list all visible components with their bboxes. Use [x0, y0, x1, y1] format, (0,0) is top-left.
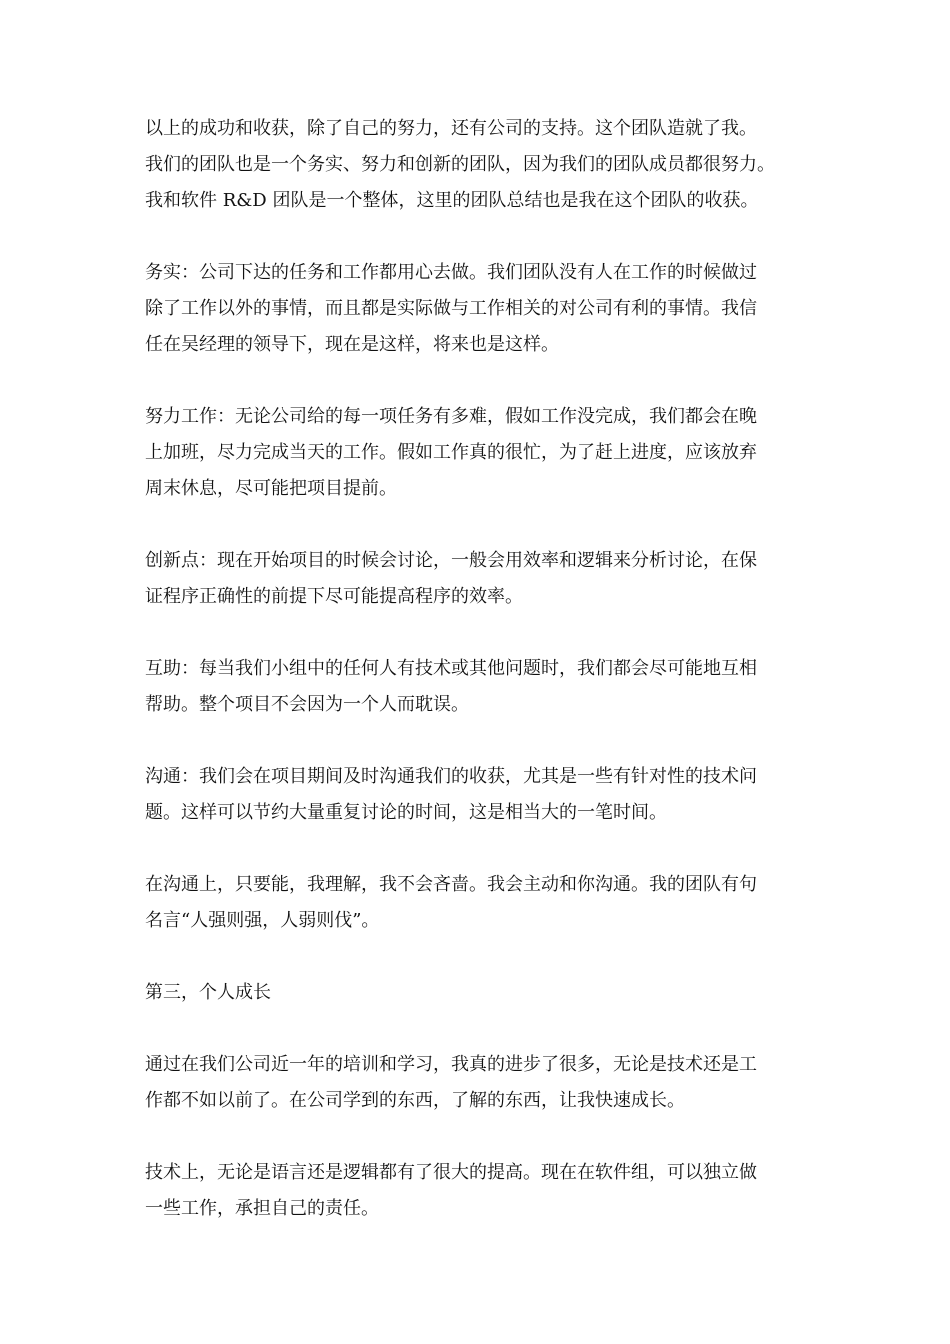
paragraph-line: 一些工作，承担自己的责任。: [145, 1198, 379, 1219]
paragraph-line: 通过在我们公司近一年的培训和学习，我真的进步了很多，无论是技术还是工: [145, 1054, 757, 1075]
document-body: [145, 111, 810, 1263]
paragraph-line: 沟通：我们会在项目期间及时沟通我们的收获，尤其是一些有针对性的技术问: [145, 766, 757, 787]
paragraph-line: 作都不如以前了。在公司学到的东西，了解的东西，让我快速成长。: [145, 1090, 685, 1111]
paragraph-line: 上加班，尽力完成当天的工作。假如工作真的很忙，为了赶上进度，应该放弃: [145, 442, 757, 463]
paragraph-line: 帮助。整个项目不会因为一个人而耽误。: [145, 694, 469, 715]
paragraph: [145, 255, 810, 363]
paragraph-line: 创新点：现在开始项目的时候会讨论，一般会用效率和逻辑来分析讨论，在保: [145, 550, 757, 571]
paragraph-line: 在沟通上，只要能，我理解，我不会吝啬。我会主动和你沟通。我的团队有句: [145, 874, 757, 895]
paragraph: [145, 1155, 810, 1227]
paragraph-line: 技术上，无论是语言还是逻辑都有了很大的提高。现在在软件组，可以独立做: [145, 1162, 757, 1183]
paragraph-line: 努力工作：无论公司给的每一项任务有多难，假如工作没完成，我们都会在晚: [145, 406, 757, 427]
paragraph-line: 除了工作以外的事情，而且都是实际做与工作相关的对公司有利的事情。我信: [145, 298, 757, 319]
paragraph: [145, 1047, 810, 1119]
paragraph-line: 题。这样可以节约大量重复讨论的时间，这是相当大的一笔时间。: [145, 802, 667, 823]
paragraph: [145, 111, 810, 219]
paragraph: [145, 867, 810, 939]
paragraph-line: 周末休息，尽可能把项目提前。: [145, 478, 397, 499]
paragraph-line: 任在吴经理的领导下，现在是这样，将来也是这样。: [145, 334, 559, 355]
paragraph-line: 证程序正确性的前提下尽可能提高程序的效率。: [145, 586, 523, 607]
paragraph-line: 我们的团队也是一个务实、努力和创新的团队，因为我们的团队成员都很努力。: [145, 154, 775, 175]
paragraph-line: 以上的成功和收获，除了自己的努力，还有公司的支持。这个团队造就了我。: [145, 118, 757, 139]
paragraph-line: 务实：公司下达的任务和工作都用心去做。我们团队没有人在工作的时候做过: [145, 262, 757, 283]
paragraph-line: 名言“人强则强，人弱则伐”。: [145, 910, 380, 931]
paragraph: [145, 543, 810, 615]
paragraph: [145, 759, 810, 831]
paragraph-line: 第三，个人成长: [145, 982, 271, 1003]
paragraph: [145, 399, 810, 507]
paragraph: [145, 975, 810, 1011]
paragraph-line: 互助：每当我们小组中的任何人有技术或其他问题时，我们都会尽可能地互相: [145, 658, 757, 679]
paragraph: [145, 651, 810, 723]
paragraph-line: 我和软件 R&D 团队是一个整体，这里的团队总结也是我在这个团队的收获。: [145, 190, 759, 211]
